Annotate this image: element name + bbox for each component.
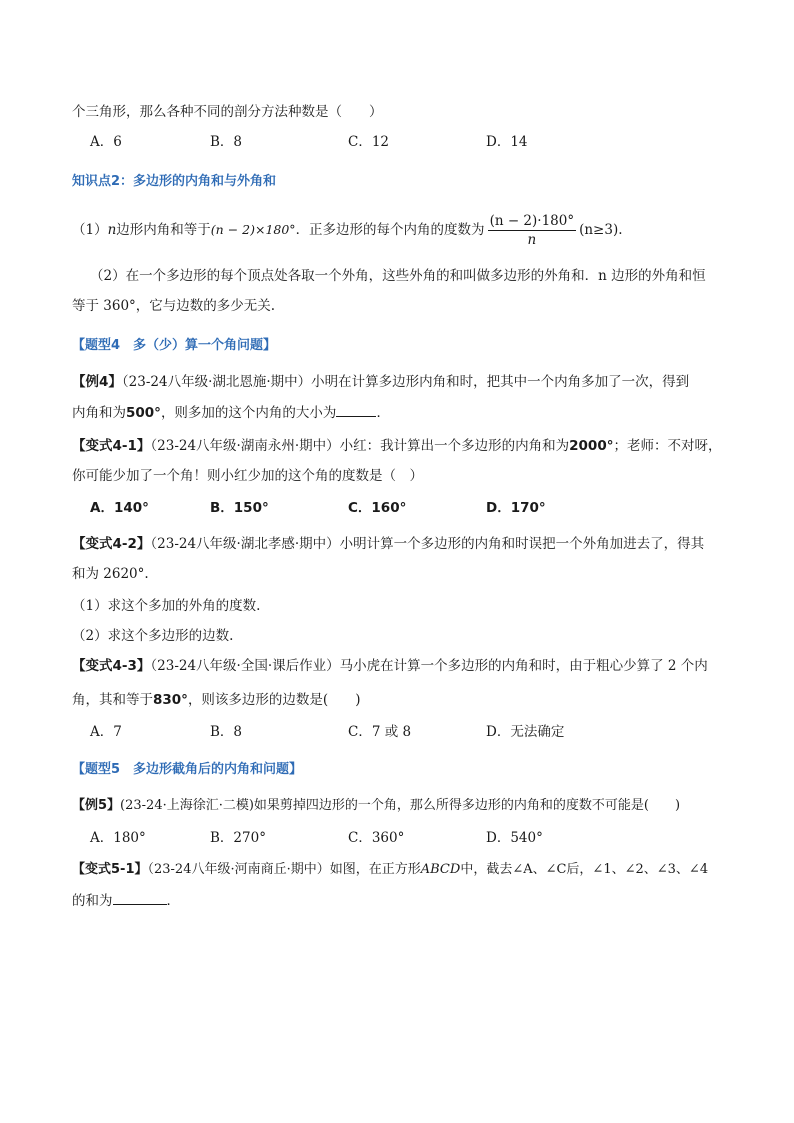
knowledge-p2-line1: （2）在一个多边形的每个顶点处各取一个外角，这些外角的和叫做多边形的外角和．n 边形的外角和恒 <box>90 268 706 284</box>
variant43-value: 830° <box>153 692 188 708</box>
example4-line1 <box>72 372 689 392</box>
option-c: C．12 <box>348 134 390 150</box>
variant43-option-d: D．无法确定 <box>486 724 565 740</box>
example4-end: ． <box>376 405 390 421</box>
example4-text: （23-24八年级·湖北恩施·期中）小明在计算多边形内角和时，把其中一个内角多加了一次，得到 <box>121 374 690 390</box>
variant43-option-a: A．7 <box>90 724 122 740</box>
option-d: D．14 <box>486 134 528 150</box>
option-b: B．8 <box>210 134 243 150</box>
variant43-text3: ，则该多边形的边数是( ) <box>187 692 361 708</box>
type4-heading: 【题型4 多（少）算一个角问题】 <box>72 338 277 353</box>
p1-text2: ．正多边形的每个内角的度数为 <box>295 222 485 238</box>
variant41-line1 <box>72 436 721 456</box>
variant43-line1 <box>72 656 708 676</box>
variant41-option-c: C．160° <box>348 500 407 516</box>
variant41-option-d: D．170° <box>486 500 546 516</box>
variant41-value: 2000° <box>569 438 614 454</box>
example4-label: 【例4】 <box>72 374 122 390</box>
example5-label: 【例5】 <box>72 798 121 813</box>
example4-line2 <box>72 402 390 423</box>
example5-option-d: D．540° <box>486 830 543 846</box>
variant41-text: （23-24八年级·湖南永州·期中）小红：我计算出一个多边形的内角和为 <box>150 438 570 454</box>
variant51-line2 <box>72 890 180 911</box>
variant42-text: （23-24八年级·湖北孝感·期中）小明计算一个多边形的内角和时误把一个外角加进去了，得其 <box>150 536 705 552</box>
p1-n: n <box>107 222 117 238</box>
variant51-label: 【变式5-1】 <box>72 862 148 877</box>
example4-value: 500° <box>126 405 161 421</box>
variant42-label: 【变式4-2】 <box>72 536 151 552</box>
example5-text: (23-24·上海徐汇·二模)如果剪掉四边形的一个角，那么所得多边形的内角和的度数不可能是( ) <box>120 798 681 813</box>
variant41-option-a: A．140° <box>90 500 149 516</box>
fraction-numerator: (n − 2)·180° <box>489 213 575 229</box>
variant51-end: ． <box>166 893 180 909</box>
knowledge-p1 <box>72 210 623 250</box>
example5-option-c: C．360° <box>348 830 405 846</box>
knowledge-heading: 知识点2：多边形的内角和与外角和 <box>72 174 277 189</box>
variant41-label: 【变式4-1】 <box>72 438 151 454</box>
answer-blank <box>113 890 167 905</box>
p1-prefix: （1） <box>72 222 108 238</box>
variant42-q2: （2）求这个多边形的边数. <box>72 628 234 644</box>
square-name: ABCD <box>420 862 461 877</box>
variant42-line2: 和为 2620°. <box>72 566 149 582</box>
variant42-q1: （1）求这个多加的外角的度数. <box>72 598 261 614</box>
type5-heading: 【题型5 多边形截角后的内角和问题】 <box>72 762 303 777</box>
example4-text2: 内角和为 <box>72 405 126 421</box>
variant51-text2: 中，截去∠A、∠C后，∠1、∠2、∠3、∠4 <box>460 862 709 877</box>
variant41-option-b: B．150° <box>210 500 269 516</box>
variant51-line1 <box>72 860 708 880</box>
knowledge-p2-line2: 等于 360°，它与边数的多少无关. <box>72 298 276 314</box>
variant43-option-b: B．8 <box>210 724 243 740</box>
option-a: A．6 <box>90 134 122 150</box>
variant41-line2: 你可能少加了一个角！则小红少加的这个角的度数是（ ） <box>72 468 423 484</box>
variant43-text: （23-24八年级·全国·课后作业）马小虎在计算一个多边形的内角和时，由于粗心少算了 2 个内 <box>150 658 708 674</box>
answer-blank <box>336 402 376 417</box>
question-tail: 个三角形，那么各种不同的剖分方法种数是（ ） <box>72 104 383 120</box>
example4-text3: ，则多加的这个内角的大小为 <box>160 405 337 421</box>
p1-text: 边形内角和等于 <box>116 222 211 238</box>
example5-line1 <box>72 796 680 816</box>
fraction-denominator: n <box>527 232 537 248</box>
example5-option-b: B．270° <box>210 830 266 846</box>
variant51-text: （23-24八年级·河南商丘·期中）如图，在正方形 <box>147 862 421 877</box>
regular-angle-fraction <box>488 212 577 249</box>
variant51-text3: 的和为 <box>72 893 113 909</box>
p1-formula: (n − 2)×180° <box>210 222 296 237</box>
variant43-text2: 角，其和等于 <box>72 692 153 708</box>
example5-option-a: A．180° <box>90 830 146 846</box>
p1-condition: (n≥3). <box>579 222 623 238</box>
variant43-line2 <box>72 690 360 710</box>
variant41-text2: ；老师：不对呀， <box>613 438 722 454</box>
variant43-label: 【变式4-3】 <box>72 658 151 674</box>
variant42-line1 <box>72 534 704 554</box>
variant43-option-c: C．7 或 8 <box>348 724 412 740</box>
